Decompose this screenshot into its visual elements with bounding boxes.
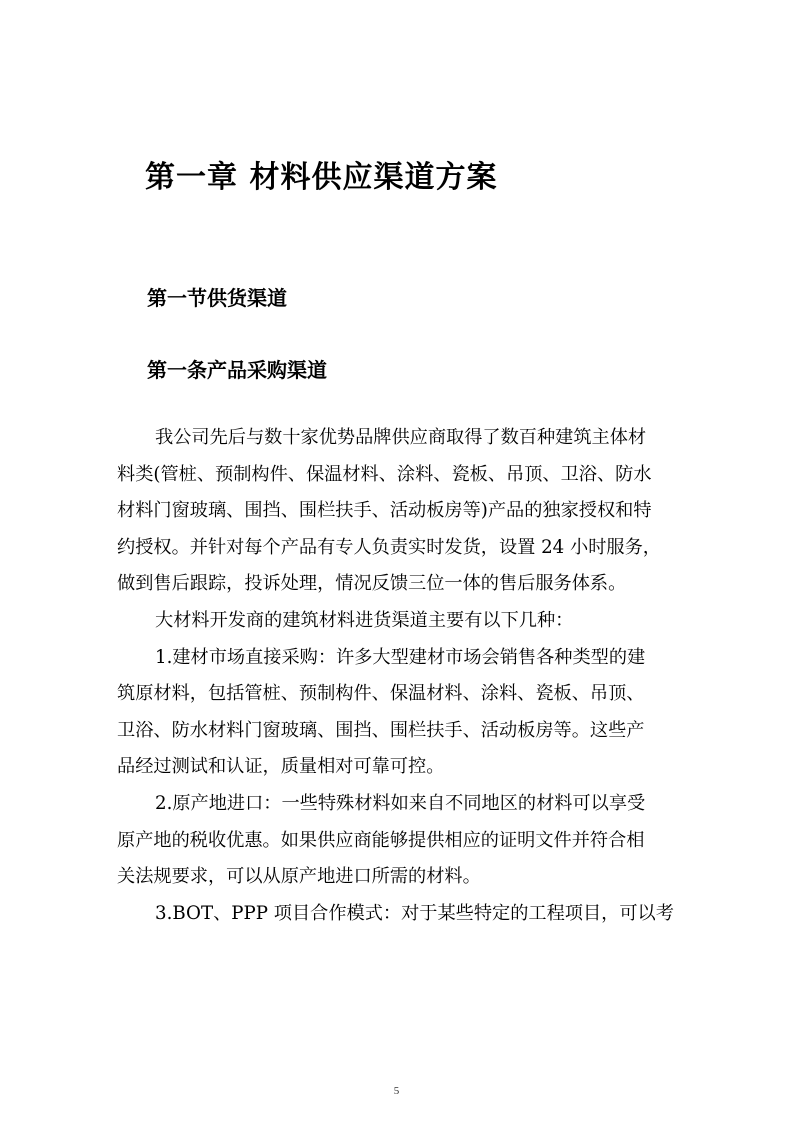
chapter-title: 第一章 材料供应渠道方案 (145, 160, 498, 195)
body-line: 料类(管桩、预制构件、保温材料、涂料、瓷板、吊顶、卫浴、防水 (117, 463, 652, 485)
body-line: 材料门窗玻璃、围挡、围栏扶手、活动板房等)产品的独家授权和特 (117, 500, 652, 522)
body-line: 做到售后跟踪，投诉处理，情况反馈三位一体的售后服务体系。 (117, 573, 627, 595)
body-text (117, 420, 674, 932)
body-line: 2.原产地进口：一些特殊材料如来自不同地区的材料可以享受 (155, 792, 646, 814)
body-line: 大材料开发商的建筑材料进货渠道主要有以下几种： (155, 609, 574, 631)
body-line: 1.建材市场直接采购：许多大型建材市场会销售各种类型的建 (155, 646, 646, 668)
body-line: 筑原材料，包括管桩、预制构件、保温材料、涂料、瓷板、吊顶、 (117, 683, 645, 705)
body-line: 我公司先后与数十家优势品牌供应商取得了数百种建筑主体材 (155, 427, 647, 448)
article-heading: 第一条产品采购渠道 (147, 358, 327, 382)
body-line: 关法规要求，可以从原产地进口所需的材料。 (117, 866, 481, 888)
body-line: 品经过测试和认证，质量相对可靠可控。 (117, 756, 445, 778)
body-line: 约授权。并针对每个产品有专人负责实时发货，设置 24 小时服务， (117, 536, 661, 558)
body-line: 3.BOT、PPP 项目合作模式：对于某些特定的工程项目，可以考 (155, 902, 674, 924)
section-heading: 第一节供货渠道 (147, 286, 287, 310)
page-number: 5 (393, 1085, 400, 1097)
body-line: 卫浴、防水材料门窗玻璃、围挡、围栏扶手、活动板房等。这些产 (117, 719, 645, 741)
body-line: 原产地的税收优惠。如果供应商能够提供相应的证明文件并符合相 (117, 829, 645, 851)
